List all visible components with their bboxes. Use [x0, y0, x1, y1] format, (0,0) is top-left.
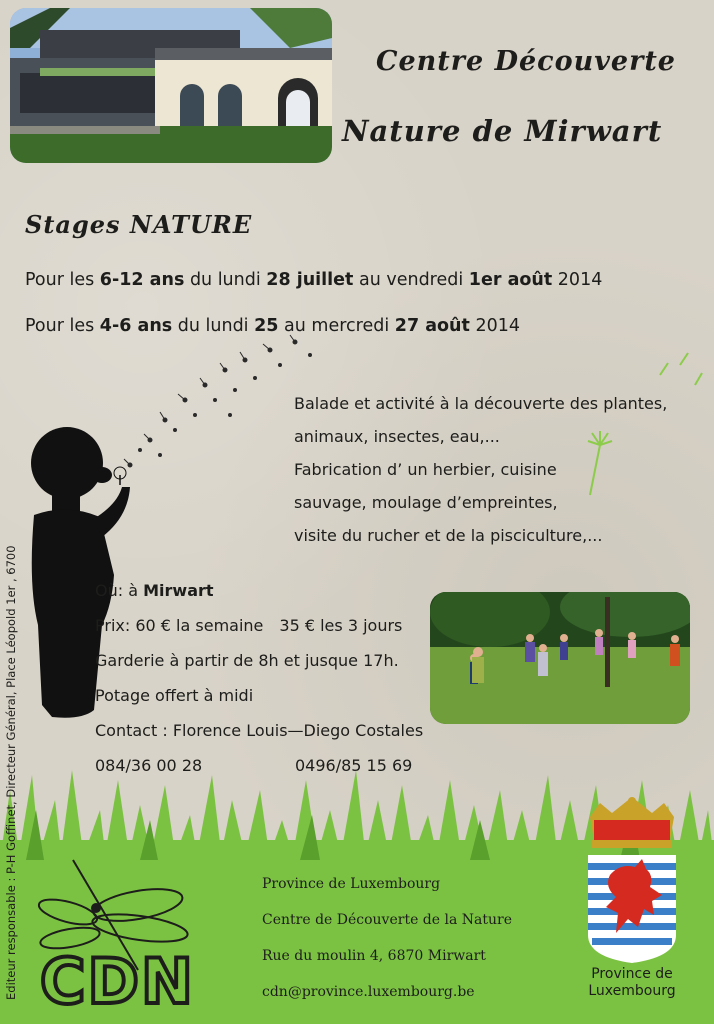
date-line-1: Pour les 6-12 ans du lundi 28 juillet au vendredi 1er août 2014 — [25, 270, 603, 290]
activities-list — [294, 387, 667, 552]
price-line: Prix: 60 € la semaine 35 € les 3 jours — [95, 616, 403, 635]
activity-line: sauvage, moulage d’empreintes, — [294, 493, 558, 512]
phone-line: 084/36 00 28 0496/85 15 69 — [95, 756, 413, 775]
contact-line: Contact : Florence Louis—Diego Costales — [95, 721, 424, 740]
footer-address — [262, 866, 512, 1010]
publisher-side-text: Editeur responsable : P-H Goffinet, Directeur Général, Place Léopold 1er , 6700 — [4, 545, 18, 1000]
daycare-line: Garderie à partir de 8h et jusque 17h. — [95, 651, 399, 670]
activity-line: animaux, insectes, eau,... — [294, 427, 500, 446]
footer-street: Rue du moulin 4, 6870 Mirwart — [262, 948, 486, 964]
footer-centre: Centre de Découverte de la Nature — [262, 912, 512, 928]
location-line: Où: à Mirwart — [95, 581, 214, 600]
province-logo-line-2: Luxembourg — [588, 983, 676, 999]
cdn-logo-text: CDN — [40, 945, 195, 1018]
practical-info — [95, 573, 455, 783]
title-line-2: Nature de Mirwart — [342, 114, 663, 148]
province-coat-of-arms-logo — [580, 795, 684, 965]
section-title: Stages NATURE — [25, 210, 253, 239]
building-photo — [10, 8, 332, 163]
children-playing-photo — [430, 592, 690, 724]
province-logo-line-1: Province de — [591, 966, 673, 982]
province-logo-label — [580, 966, 684, 1000]
soup-line: Potage offert à midi — [95, 686, 254, 705]
activity-line: visite du rucher et de la pisciculture,... — [294, 526, 603, 545]
activity-line: Fabrication d’ un herbier, cuisine — [294, 460, 557, 479]
footer-province: Province de Luxembourg — [262, 876, 441, 892]
footer-email[interactable]: cdn@province.luxembourg.be — [262, 984, 475, 1000]
title-line-1: Centre Découverte — [376, 46, 676, 77]
activity-line: Balade et activité à la découverte des plantes, — [294, 394, 668, 413]
date-line-2: Pour les 4-6 ans du lundi 25 au mercredi 27 août 2014 — [25, 316, 520, 336]
